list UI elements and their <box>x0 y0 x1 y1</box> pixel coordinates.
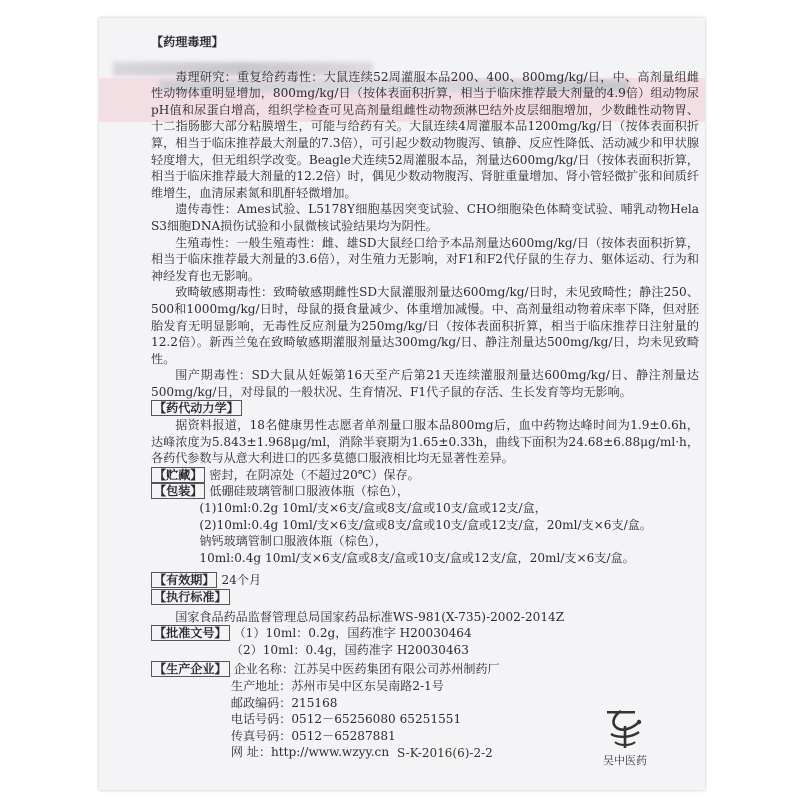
manufacturer-line: 电话号码：0512－65256080 65251551 <box>230 712 462 727</box>
manufacturer-line: 传真号码：0512－65287881 <box>230 728 396 743</box>
toxicity-repeat-dose: 毒理研究：重复给药毒性：大鼠连续52周灌服本品200、400、800mg/kg/日，中、高剂量组雌性动物体重明显增加，800mg/kg/日（按体表面积折算，相当于临床推荐最大剂量的4.9倍）组动物尿pH值和尿蛋白增高，组织学检查可见高剂量组雌性动物颈淋巴结外皮层细胞增加，少数雌性动物胃、十二指肠膨大部分粘膜增生，可能与给药有关。大鼠连续4周灌服本品1200mg/kg/日（按体表面积折算，相当于临床推荐最大剂量的7.3倍），可引起少数动物腹泻、镇静、反应性降低、活动减少和甲状腺轻度增大，但无组织学改变。Beagle犬连续52周灌服本品，剂量达600mg/kg/日（按体表面积折算，相当于临床推荐最大剂量的12.2倍）时，偶见少数动物腹泻、肾脏重量增加、肾小管轻微扩张和间质纤维增生，血清尿素氮和肌酐轻微增加。 <box>151 69 699 200</box>
manufacturer-line: 生产地址：苏州市吴中区东吴南路2-1号 <box>230 678 444 693</box>
section-header-pharmacology: 【药理毒理】 <box>151 35 224 49</box>
section-header-pharmacokinetics: 【药代动力学】 <box>151 400 699 417</box>
toxicity-reproductive: 生殖毒性：一般生殖毒性：雌、雄SD大鼠经口给予本品剂量达600mg/kg/日（按体表面积折算，相当于临床推荐最大剂量的3.6倍），对生殖力无影响，对F1和F2代仔鼠的生存力、躯体运动、行为和神经发育也无影响。 <box>151 235 699 283</box>
standard-text: 国家食品药品监督管理总局国家药品标准WS-981(X-735)-2002-2014Z <box>175 609 565 624</box>
approval-line: （2）10ml：0.4g，国药准字 H20030463 <box>230 642 469 657</box>
approval-row: 【批准文号】 （1）10ml：0.2g，国药准字 H20030464 <box>151 625 699 642</box>
toxicity-perinatal: 围产期毒性：SD大鼠从妊娠第16天至产后第21天连续灌服剂量达600mg/kg/日、静注剂量达500mg/kg/日，对母鼠的一般状况、生育情况、F1代子鼠的存活、生长发育等均无影响。 <box>151 368 699 399</box>
leaflet-sheet <box>99 18 705 790</box>
packaging-line: (1)10ml:0.2g 10ml/支×6支/盒或8支/盒或10支/盒或12支/盒， <box>199 501 547 516</box>
packaging-row: 【包装】 低硼硅玻璃管制口服液体瓶（棕色）， <box>151 483 699 500</box>
manufacturer-line: 邮政编码：215168 <box>230 695 338 710</box>
toxicity-teratogenic: 致畸敏感期毒性：致畸敏感期雌性SD大鼠灌服剂量达600mg/kg/日时，未见致畸性；静注250、500和1000mg/kg/日时，母鼠的摄食量减少、体重增加减慢。中、高剂量组动物着床率下降，但对胚胎发育无明显影响，无毒性反应剂量为250mg/kg/日（按体表面积折算，相当于临床推荐日注射量的12.2倍）。新西兰兔在致畸敏感期灌服剂量达300mg/kg/日、静注剂量达500mg/kg/日，均未见致畸性。 <box>151 285 699 366</box>
toxicity-genetic: 遗传毒性：Ames试验、L5178Y细胞基因突变试验、CHO细胞染色体畸变试验、哺乳动物Hela S3细胞DNA损伤试验和小鼠微核试验结果均为阴性。 <box>151 202 699 233</box>
packaging-line: 10ml:0.4g 10ml/支×6支/盒或8支/盒或10支/盒或12支/盒，20ml/支×6支/盒。 <box>199 550 635 565</box>
standard-header-row: 【执行标准】 <box>151 589 699 606</box>
document-code: S-K-2016(6)-2-2 <box>397 746 493 760</box>
manufacturer-row: 【生产企业】 企业名称：江苏吴中医药集团有限公司苏州制药厂 <box>151 661 699 678</box>
company-logo <box>596 708 654 768</box>
packaging-line: 钠钙玻璃管制口服液体瓶（棕色）， <box>199 534 387 549</box>
wuzhong-logo-icon <box>603 708 647 750</box>
pharmacokinetics-text: 据资料报道，18名健康男性志愿者单剂量口服本品800mg后，血中药物达峰时间为1.9±0.6h，达峰浓度为5.843±1.968μg/ml，消除半衰期为1.65±0.33h，曲线下面积为24.68±6.88μg/ml·h，各药代参数与从意大利进口的匹多莫德口服液相比均无显著性差异。 <box>151 418 699 466</box>
storage-row: 【贮藏】 密封，在阴凉处（不超过20℃）保存。 <box>151 467 699 484</box>
validity-row: 【有效期】 24个月 <box>151 572 699 589</box>
logo-label: 吴中医药 <box>603 754 647 767</box>
manufacturer-line: 网 址：http://www.wzyy.cn <box>230 745 390 760</box>
packaging-line: (2)10ml:0.4g 10ml/支×6支/盒或8支/盒或10支/盒或12支/盒，20ml/支×6支/盒。 <box>199 517 652 532</box>
leaflet-content <box>151 34 699 761</box>
